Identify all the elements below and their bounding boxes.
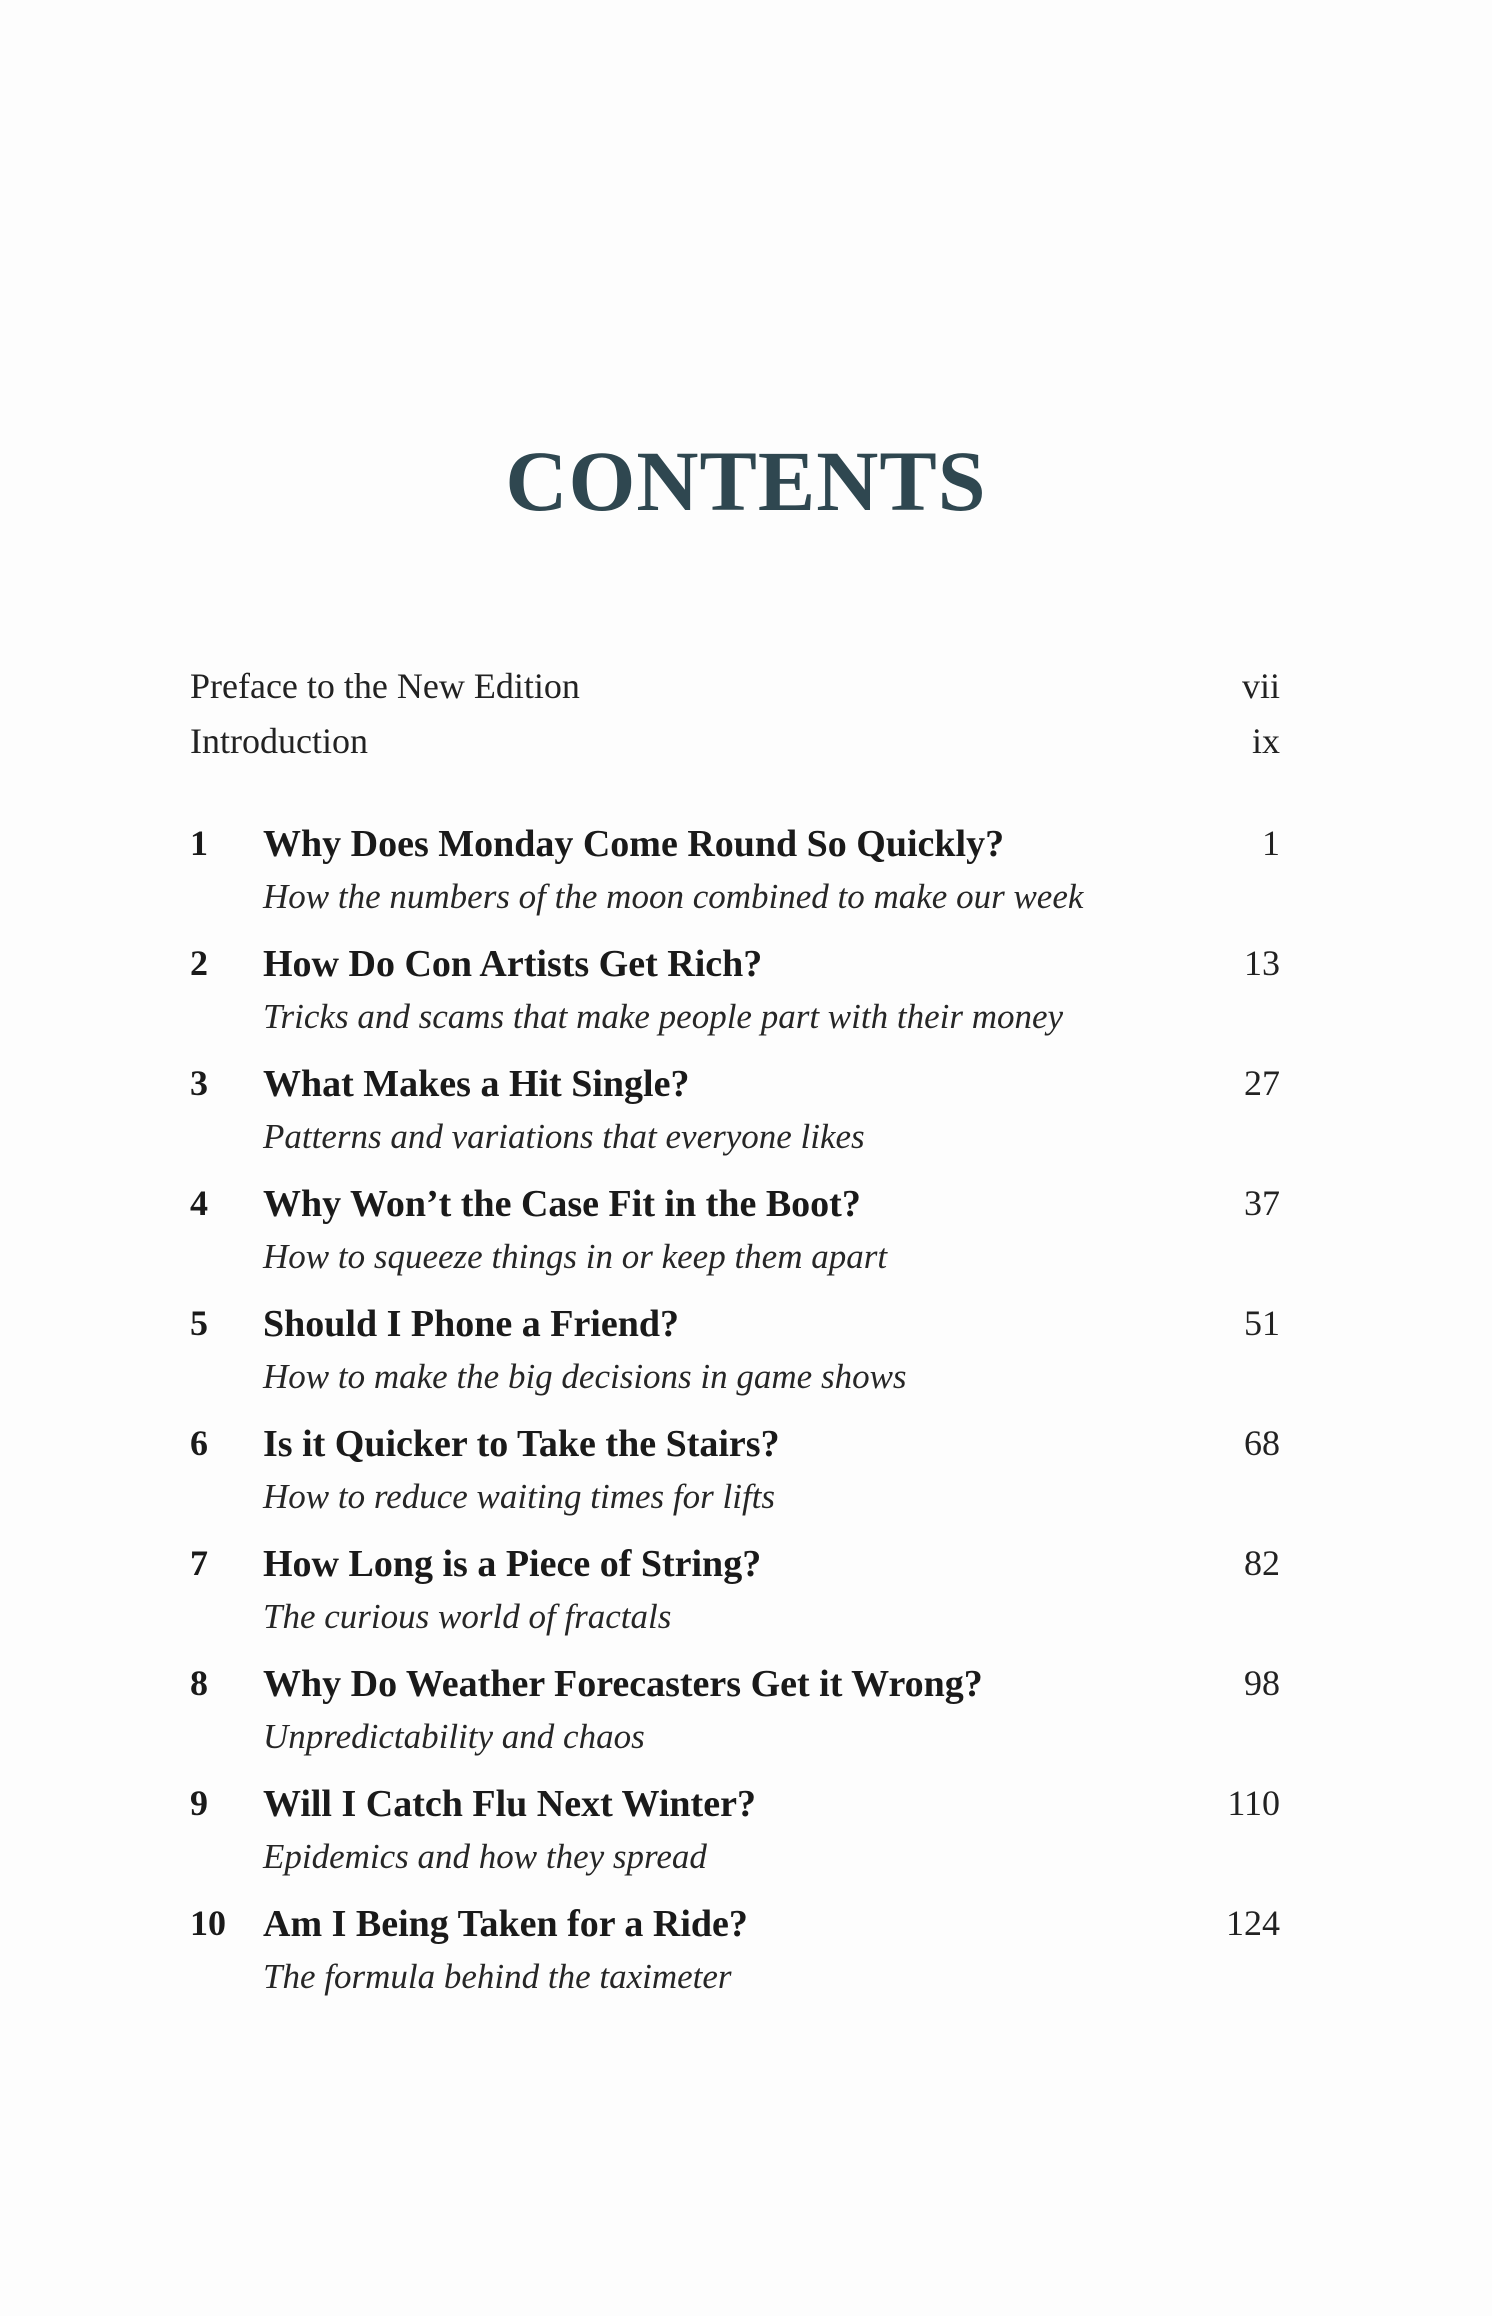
chapter-entry	[190, 1545, 1280, 1655]
chapter-title: How Long is a Piece of String?	[263, 1543, 762, 1585]
chapter-page: 110	[1227, 1783, 1280, 1823]
chapter-entry	[190, 1065, 1280, 1175]
chapter-page: 124	[1226, 1903, 1280, 1943]
chapter-entry	[190, 1305, 1280, 1415]
chapter-title: Will I Catch Flu Next Winter?	[263, 1783, 756, 1825]
chapter-subtitle: How to reduce waiting times for lifts	[263, 1477, 776, 1516]
chapter-title: Should I Phone a Friend?	[263, 1303, 679, 1345]
front-matter-label: Preface to the New Edition	[190, 666, 580, 706]
front-matter-label: Introduction	[190, 721, 368, 761]
chapter-subtitle: Tricks and scams that make people part with their money	[263, 997, 1064, 1036]
chapter-subtitle: How to squeeze things in or keep them apart	[263, 1237, 888, 1276]
chapter-entry	[190, 825, 1280, 935]
chapter-number: 2	[190, 943, 208, 983]
chapter-subtitle: How the numbers of the moon combined to make our week	[263, 877, 1084, 916]
chapter-page: 51	[1244, 1303, 1280, 1343]
chapter-page: 98	[1244, 1663, 1280, 1703]
front-matter-page: vii	[1241, 666, 1280, 706]
chapter-title: Why Does Monday Come Round So Quickly?	[263, 823, 1005, 865]
chapter-title: How Do Con Artists Get Rich?	[263, 943, 763, 985]
chapter-entry	[190, 1185, 1280, 1295]
chapter-subtitle: Unpredictability and chaos	[263, 1717, 645, 1756]
chapter-entry	[190, 1665, 1280, 1775]
chapter-entry	[190, 1905, 1280, 2015]
chapter-page: 1	[1262, 823, 1280, 863]
chapter-title: What Makes a Hit Single?	[263, 1063, 690, 1105]
chapter-entry	[190, 945, 1280, 1055]
chapter-page: 82	[1244, 1543, 1280, 1583]
chapter-title: Why Do Weather Forecasters Get it Wrong?	[263, 1663, 983, 1705]
chapter-number: 3	[190, 1063, 208, 1103]
page-title: CONTENTS	[505, 433, 987, 529]
chapter-subtitle: Epidemics and how they spread	[263, 1837, 707, 1876]
chapter-number: 4	[190, 1183, 208, 1223]
chapter-number: 8	[190, 1663, 208, 1703]
chapter-page: 13	[1244, 943, 1280, 983]
chapter-page: 37	[1244, 1183, 1280, 1223]
chapter-page: 68	[1244, 1423, 1280, 1463]
chapter-number: 6	[190, 1423, 208, 1463]
chapter-title: Am I Being Taken for a Ride?	[263, 1903, 748, 1945]
chapter-number: 9	[190, 1783, 208, 1823]
chapter-subtitle: The formula behind the taximeter	[263, 1957, 732, 1996]
chapter-entry	[190, 1425, 1280, 1535]
chapter-number: 10	[190, 1903, 226, 1943]
chapter-title: Why Won’t the Case Fit in the Boot?	[263, 1183, 861, 1225]
chapter-subtitle: Patterns and variations that everyone likes	[263, 1117, 865, 1156]
chapter-number: 5	[190, 1303, 208, 1343]
chapter-entry	[190, 1785, 1280, 1895]
chapter-title: Is it Quicker to Take the Stairs?	[263, 1423, 780, 1465]
front-matter-page: ix	[1251, 721, 1280, 761]
chapter-number: 7	[190, 1543, 208, 1583]
chapter-subtitle: The curious world of fractals	[263, 1597, 672, 1636]
chapter-page: 27	[1244, 1063, 1280, 1103]
chapter-number: 1	[190, 823, 208, 863]
chapter-subtitle: How to make the big decisions in game shows	[263, 1357, 907, 1396]
